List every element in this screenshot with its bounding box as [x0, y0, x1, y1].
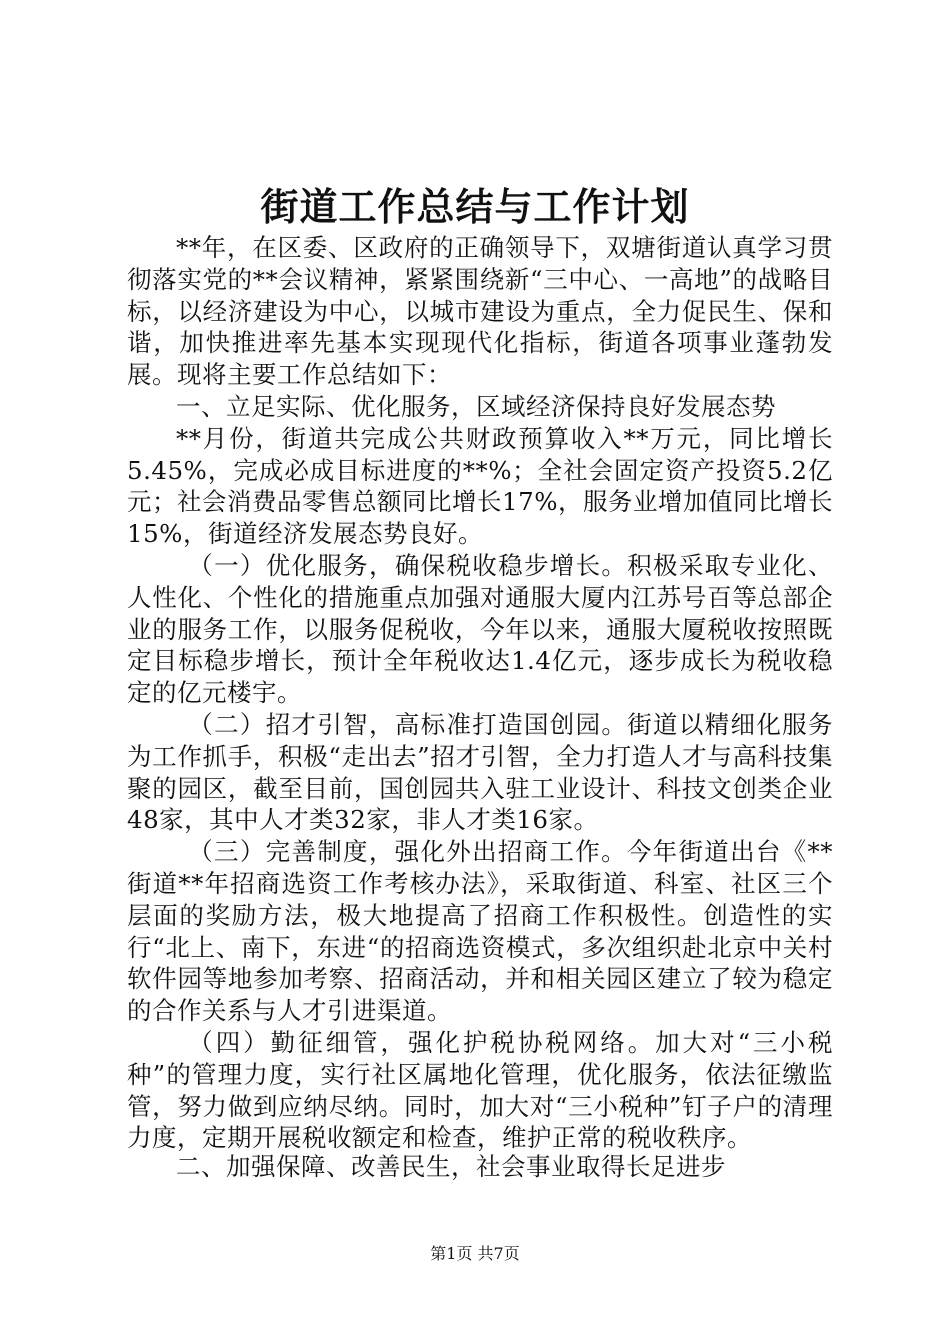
- subsection-two-paragraph: （二）招才引智，高标准打造国创园。街道以精细化服务为工作抓手，积极“走出去”招才引智，全力打造人才与高科技集聚的园区，截至目前，国创园共入驻工业设计、科技文创类企业48家，其中人才类32家，非人才类16家。: [127, 709, 833, 835]
- section-heading-one: 一、立足实际、优化服务，区域经济保持良好发展态势: [176, 391, 776, 421]
- document-body: [127, 232, 833, 1154]
- subsection-four-paragraph: （四）勤征细管，强化护税协税网络。加大对“三小税种”的管理力度，实行社区属地化管理，优化服务，依法征缴监管，努力做到应纳尽纳。同时，加大对“三小税种”钉子户的清理力度，定期开展税收额定和检查，维护正常的税收秩序。: [127, 1027, 833, 1153]
- document-title: 街道工作总结与工作计划: [260, 184, 690, 229]
- page-footer: 第1页 共7页: [430, 1244, 520, 1263]
- subsection-three-paragraph: （三）完善制度，强化外出招商工作。今年街道出台《**街道**年招商选资工作考核办法》，采取街道、科室、社区三个层面的奖励方法，极大地提高了招商工作积极性。创造性的实行“北上、南下，东进“的招商选资模式，多次组织赴北京中关村软件园等地参加考察、招商活动，并和相关园区建立了较为稳定的合作关系与人才引进渠道。: [127, 837, 833, 1026]
- section-heading-two: 二、加强保障、改善民生，社会事业取得长足进步: [176, 1152, 726, 1181]
- economy-summary-paragraph: **月份，街道共完成公共财政预算收入**万元，同比增长5.45%，完成必成目标进度的**%；全社会固定资产投资5.2亿元；社会消费品零售总额同比增长17%，服务业增加值同比增长15%，街道经济发展态势良好。: [127, 423, 833, 549]
- intro-paragraph: **年，在区委、区政府的正确领导下，双塘街道认真学习贯彻落实党的**会议精神，紧紧围绕新“三中心、一高地”的战略目标，以经济建设为中心，以城市建设为重点，全力促民生、保和谐，加快推进率先基本实现现代化指标，街道各项事业蓬勃发展。现将主要工作总结如下：: [127, 233, 833, 390]
- subsection-one-paragraph: （一）优化服务，确保税收稳步增长。积极采取专业化、人性化、个性化的措施重点加强对通服大厦内江苏号百等总部企业的服务工作，以服务促税收，今年以来，通服大厦税收按照既定目标稳步增长，预计全年税收达1.4亿元，逐步成长为税收稳定的亿元楼宇。: [127, 550, 833, 708]
